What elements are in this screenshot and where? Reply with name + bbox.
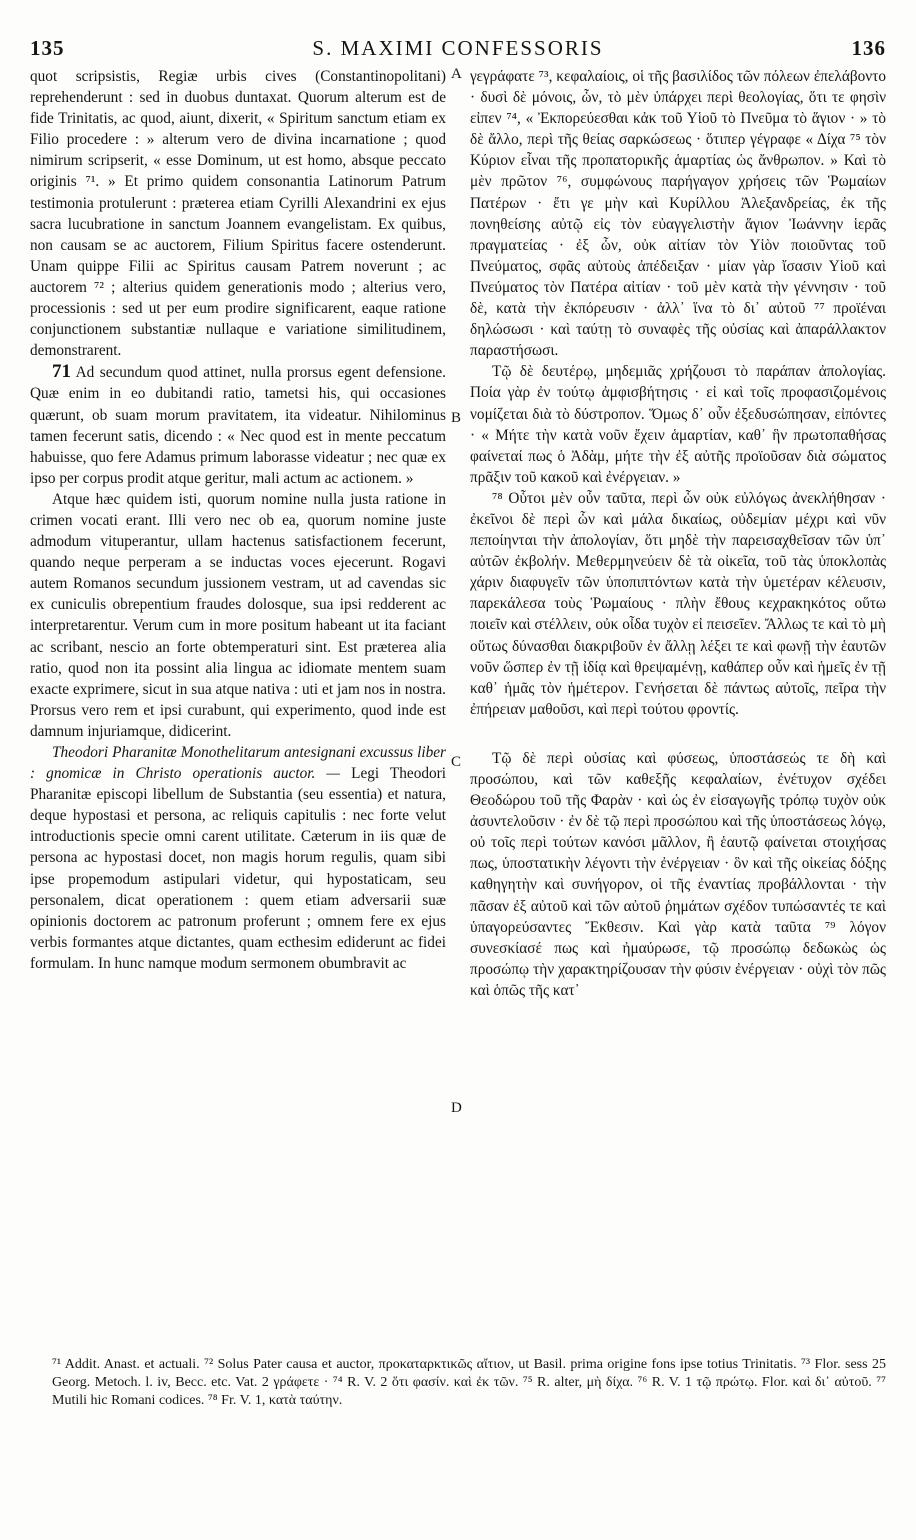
footnotes (52, 1356, 886, 1410)
latin-paragraph-2-text: Ad secundum quod attinet, nulla prorsus egent defensione. Quæ enim in eo dubitandi ratio, tametsi his, qui occasiones quærunt, ob suam morum pravitatem, ita videatur. Nihilominus tamen fecerunt satis, dicendo : « Nec quod est in mente peccatum habuisse, quo fere Adamus primum laborasse videatur ; nec quæ ex ipso per corpus prodit atque geritur, mali actum ac actionem. » (30, 364, 446, 487)
greek-paragraph-1: γεγράφατε ⁷³, κεφαλαίοις, οἱ τῆς βασιλίδος τῶν πόλεων ἐπελάβοντο · δυσὶ δὲ μόνοις, ὧν, τὸ μὲν ὑπάρχει περὶ θεολογίας, ὅτι τε φησὶν εἰπεν ⁷⁴, « Ἐκπορεύεσθαι κἀκ τοῦ Υἱοῦ τὸ Πνεῦμα τὸ ἅγιον · » τὸ δὲ ἄλλο, περὶ τῆς θείας σαρκώσεως · ὅτιπερ γέγραφε « Δίχα ⁷⁵ τὸν Κύριον εἶναι τῆς προπατορικῆς ἁμαρτίας ὡς ἄνθρωπον. » Καὶ τὸ μὲν πρῶτον ⁷⁶, συμφώνους παρήγαγον χρήσεις τῶν Ῥωμαίων Πατέρων · ἔτι γε μὴν καὶ Κυρίλλου Ἀλεξανδρείας, ἐκ τῆς πονηθείσης αὐτῷ εἰς τὸν εὐαγγελιστὴν ἅγιον Ἰωάννην ἱερᾶς πραγματείας · ἐξ ὧν, οὐκ αἰτίαν τὸν Υἱὸν ποιοῦντας τοῦ Πνεύματος, σφᾶς αὐτοὺς ἀπέδειξαν · μίαν γὰρ ἴσασιν Υἱοῦ καὶ Πνεύματος τὸν Πατέρα αἰτίαν · τοῦ μὲν κατὰ τὴν γέννησιν · τοῦ δὲ, κατὰ τὴν ἐκπόρευσιν · ἀλλ᾽ ἵνα τὸ δι᾽ αὐτοῦ ⁷⁷ προϊέναι δηλώσωσι · καὶ ταύτῃ τὸ συναφὲς τῆς οὐσίας καὶ ἀπαράλλακτον παραστήσωσι. (470, 68, 886, 360)
footnotes-text: ⁷¹ Addit. Anast. et actuali. ⁷² Solus Pater causa et auctor, προκαταρκτικῶς αἴτιον, ut Basil. prima origine fons ipse totius Trinitatis. ⁷³ Flor. sess 25 Georg. Metoch. l. iv, Becc. etc. Vat. 2 γράφετε · ⁷⁴ R. V. 2 ὅτι φασίν. καὶ ἐκ τῶν. ⁷⁵ R. alter, μὴ δίχα. ⁷⁶ R. V. 1 τῷ πρώτῳ. Flor. καὶ δι᾽ αὐτοῦ. ⁷⁷ Mutili hic Romani codices. ⁷⁸ Fr. V. 1, κατὰ ταύτην. (52, 1357, 886, 1408)
margin-marker-d: D (451, 1100, 462, 1116)
running-title: S. MAXIMI CONFESSORIS (312, 36, 604, 60)
page-number-left: 135 (30, 36, 65, 60)
latin-column (30, 66, 446, 974)
latin-paragraph-4 (30, 742, 446, 974)
greek-paragraph-4: Τῷ δὲ περὶ οὐσίας καὶ φύσεως, ὑποστάσεώς τε δὴ καὶ προσώπου, καὶ τῶν καθεξῆς κεφαλαίων, ἐνέτυχον σχέδει Θεοδώρου τοῦ τῆς Φαρὰν · καὶ ὡς ἐν εἰσαγωγῆς τρόπῳ τυχὸν οὐκ ἀσυντελοῦσιν · ἐν δὲ τῷ περὶ προσώπου καὶ τῆς ὑποστάσεως λόγῳ, οὐ τοῖς περὶ τούτων κανόσι μᾶλλον, ἢ ἑαυτῷ φαίνεται στοιχήσας πως, ὑποστατικὴν λέγοντι τὴν ἐνέργειαν · ὃν καὶ τῆς οἰκείας δόξης καθηγητὴν καὶ συνήγορον, οἱ τῆς ἐναντίας προβάλλονται · τὴν πᾶσαν ἐξ αὐτοῦ καὶ τῶν αὐτοῦ ῥημάτων σχέδον τυπώσαντές τε καὶ ὑπαγορεύσαντες Ἔκθεσιν. Καὶ γὰρ κατὰ ταῦτα ⁷⁹ λόγον συνεσκίασέ πως καὶ ἠμαύρωσε, τῷ προσώπῳ δεδωκὼς ὡς προσώπῳ τὴν χαρακτηρίζουσαν τὴν φύσιν ἐνέργειαν · οὐχὶ τὸν πῶς καὶ ὁπῶς τῆς κατ᾽ (470, 749, 886, 999)
margin-marker-c: C (451, 754, 462, 770)
latin-paragraph-1: quot scripsistis, Regiæ urbis cives (Constantinopolitani) reprehenderunt : sed in duobus duntaxat. Quorum alterum est de fide Trinitatis, ac quod, aiunt, dixerit, « Spiritum sanctum etiam ex Filio procedere : » alterum vero de divina incarnatione ; quod nimirum scripserit, « esse Dominum, ut est homo, absque peccato originis ⁷¹. » Et primo quidem consonantia Latinorum Patrum testimonia protulerunt : præterea etiam Cyrilli Alexandrini ex ejus sacra lucubratione in sanctum Joannem evangelistam. Ex quibus, non causam se ac auctorem, Filium Spiritus facere ostenderunt. Unam quippe Filii ac Spiritus causam Patrem noverunt ; ac auctorem ⁷² ; alterius quidem generationis modo ; alterius vero, processionis : sed ut per eum prodire significarent, eaque ratione conjunctionem substantiæ nullaque e variatione similitudinem, demonstrarent. (30, 68, 446, 360)
section-heading: Theodori Pharanitæ Monothelitarum antesignani excussus liber : gnomicæ in Christo operationis auctor. — (30, 744, 446, 783)
latin-paragraph-2 (30, 361, 446, 489)
margin-marker-a: A (451, 66, 462, 82)
greek-paragraph-2: Τῷ δὲ δευτέρῳ, μηδεμιᾶς χρήζουσι τὸ παράπαν ἀπολογίας. Ποία γὰρ ἐν τούτῳ ἀμφισβήτησις · εἰ καὶ τοῖς προφασιζομένοις νομίζεται διὰ τὸ δύστροπον. Ὅμως δ᾽ οὖν ἐξεδυσώπησαν, εἰπόντες · « Μήτε τὴν κατὰ νοῦν ἔχειν ἁμαρτίαν, καθ᾽ ἣν πρωτοπαθήσας φαίνεταί πως ὁ Ἀδὰμ, μήτε τὴν ἐξ αὐτῆς προϊοῦσαν διὰ σώματος πρᾶξιν τοῦ κακοῦ καὶ ἐνέργειαν. » (470, 363, 886, 486)
page-number-right: 136 (851, 36, 886, 60)
latin-paragraph-3: Atque hæc quidem isti, quorum nomine nulla justa ratione in crimen vocati erant. Illi vero nec ob ea, quorum nomine juste admodum vituperantur, ullam hactenus satisfactionem fecerunt, quando neque perperam a se inductas voces ejecerunt. Rogavi autem Romanos secundum jussionem vestram, ut ad cavendas sic ex cuniculis obrepentium fraudes dolosque, sua ipsi redderent ac interpretarentur. Verum cum in more positum habeant ut ita faciant ac scribant, nescio an forte obtemperaturi sint. Est præterea alia ratio, quod non ita possint alia lingua ac idiomate mentem suam exacte exprimere, sicut in sua atque nativa : uti et jam nos in nostra. Prorsus vero rem et ipsi curabunt, qui experimento, quod inde est damnum injuriamque, didicerint. (30, 490, 446, 740)
page-header (30, 36, 886, 66)
latin-paragraph-4-text: Legi Theodori Pharanitæ episcopi libellum de Substantia (seu essentia) et natura, deque hypostasi et persona, ac reliquis capitulis : nec forte velut introductionis specie omni carent utilitate. Cæterum in iis quæ de persona ac hypostasi docet, non magis horum regulis, quam sibi ipse propemodum astipulari videtur, qui hypostaticam, seu personalem, dicat operationem : quem etiam adversarii suæ opinionis doctorem ac patronum proferunt ; omnem fere ex ejus verbis formantes atque dictantes, quam ecthesim ediderunt ac fidei formulam. In hunc namque modum sermonem obumbravit ac (30, 765, 447, 972)
greek-column (470, 66, 886, 1001)
margin-marker-b: B (451, 410, 462, 426)
section-number: 71 (52, 361, 71, 383)
greek-paragraph-3: ⁷⁸ Οὗτοι μὲν οὖν ταῦτα, περὶ ὧν οὐκ εὐλόγως ἀνεκλήθησαν · ἐκεῖνοι δὲ περὶ ὧν καὶ μάλα δικαίως, οὐδεμίαν μέχρι καὶ νῦν πεποίηνται τὴν ἀπολογίαν, ὅτι μηδὲ τὴν παρεισαχθεῖσαν τῶν ὑπ᾽ αὐτῶν ἐκβολήν. Μεθερμηνεύειν δὲ τὰ οἰκεῖα, τοῦ τὰς ὑποκλοπὰς χάριν διαφυγεῖν τῶν ὑποπιπτόντων κατὰ τὴν ὑμετέραν κέλευσιν, παρεκάλεσα τοὺς Ῥωμαίους · πλὴν ἔθους κεχρακηκότος οὕτω ποιεῖν καὶ στέλλειν, οὐκ οἶδα τυχὸν εἰ πεισεῖεν. Ἄλλως τε καὶ τὸ μὴ οὕτως δύνασθαι διακριβοῦν ἐν ἄλλῃ λέξει τε καὶ φωνῇ τὴν ἑαυτῶν νοῦν ὥσπερ ἐν τῇ ἰδίᾳ καὶ θρεψαμένῃ, καθάπερ οὖν καὶ ἡμεῖς ἐν τῇ καθ᾽ ἡμᾶς τὸν ἡμέτερον. Γενήσεται δὲ πάντως αὐτοῖς, πεῖρα τὴν ἐπήρειαν μαθοῦσι, καὶ περὶ τούτου φροντίς. (470, 489, 886, 718)
